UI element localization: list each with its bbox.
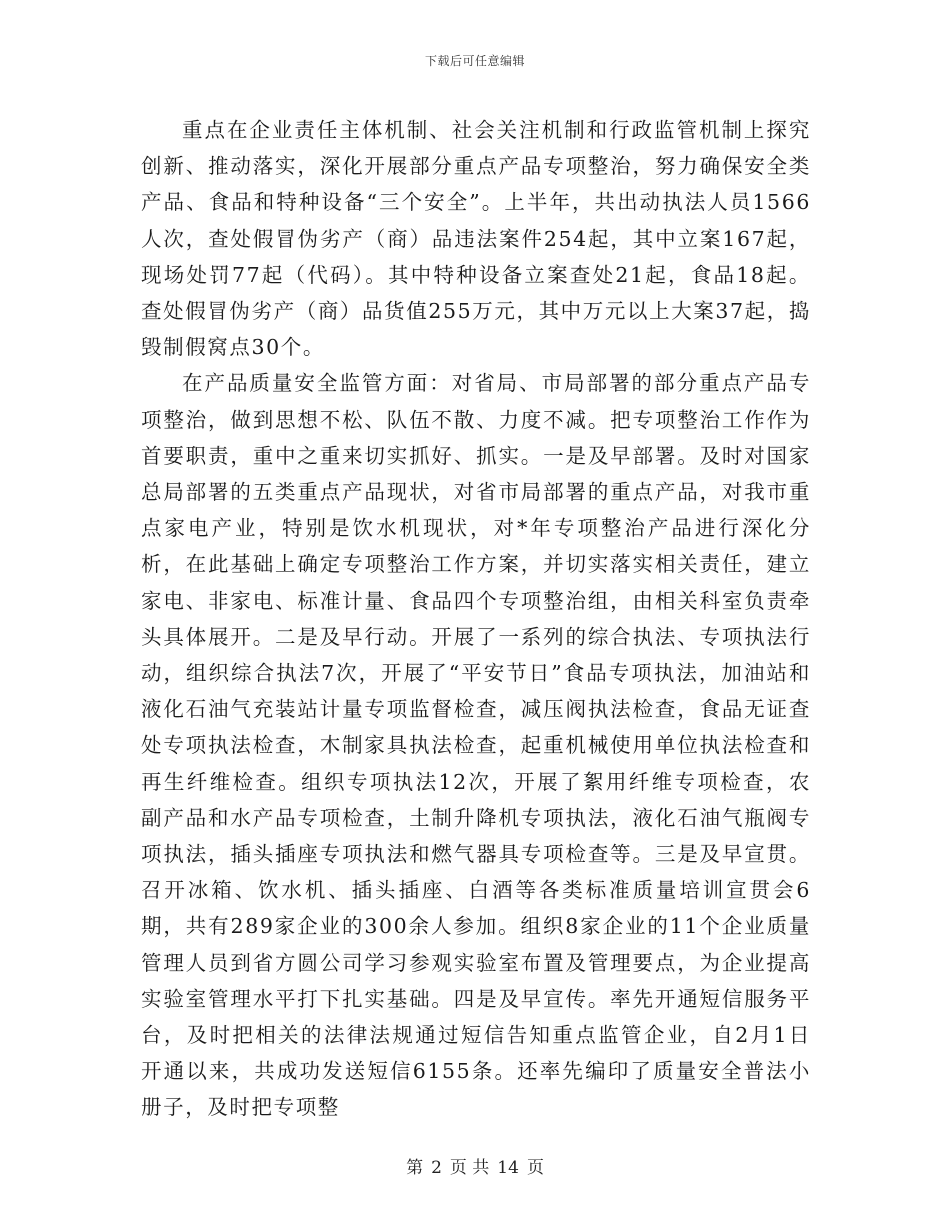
page-header-note: 下载后可任意编辑 [424, 54, 525, 68]
document-body [141, 112, 811, 1126]
footer-middle: 页 共 [449, 1158, 490, 1178]
paragraph-1: 重点在企业责任主体机制、社会关注机制和行政监管机制上探究创新、推动落实，深化开展部分重点产品专项整治，努力确保安全类产品、食品和特种设备“三个安全”。上半年，共出动执法人员1566人次，查处假冒伪劣产（商）品违法案件254起，其中立案167起，现场处罚77起（代码）。其中特种设备立案查处21起，食品18起。查处假冒伪劣产（商）品货值255万元，其中万元以上大案37起，捣毁制假窝点30个。 [141, 118, 811, 360]
current-page-number: 2 [431, 1158, 442, 1178]
footer-suffix: 页 [526, 1158, 544, 1178]
page-footer [0, 1153, 950, 1178]
total-pages-number: 14 [497, 1158, 519, 1178]
footer-prefix: 第 [406, 1158, 424, 1178]
paragraph-2: 在产品质量安全监管方面：对省局、市局部署的部分重点产品专项整治，做到思想不松、队伍不散、力度不减。把专项整治工作作为首要职责，重中之重来切实抓好、抓实。一是及早部署。及时对国家总局部署的五类重点产品现状，对省市局部署的重点产品，对我市重点家电产业，特别是饮水机现状，对*年专项整治产品进行深化分析，在此基础上确定专项整治工作方案，并切实落实相关责任，建立家电、非家电、标准计量、食品四个专项整治组，由相关科室负责牵头具体展开。二是及早行动。开展了一系列的综合执法、专项执法行动，组织综合执法7次，开展了“平安节日”食品专项执法，加油站和液化石油气充装站计量专项监督检查，减压阀执法检查，食品无证查处专项执法检查，木制家具执法检查，起重机械使用单位执法检查和再生纤维检查。组织专项执法12次，开展了絮用纤维专项检查，农副产品和水产品专项检查，土制升降机专项执法，液化石油气瓶阀专项执法，插头插座专项执法和燃气器具专项检查等。三是及早宣贯。召开冰箱、饮水机、插头插座、白酒等各类标准质量培训宣贯会6期，共有289家企业的300余人参加。组织8家企业的11个企业质量管理人员到省方圆公司学习参观实验室布置及管理要点，为企业提高实验室管理水平打下扎实基础。四是及早宣传。率先开通短信服务平台，及时把相关的法律法规通过短信告知重点监管企业，自2月1日开通以来，共成功发送短信6155条。还率先编印了质量安全普法小册子，及时把专项整 [141, 371, 811, 1120]
